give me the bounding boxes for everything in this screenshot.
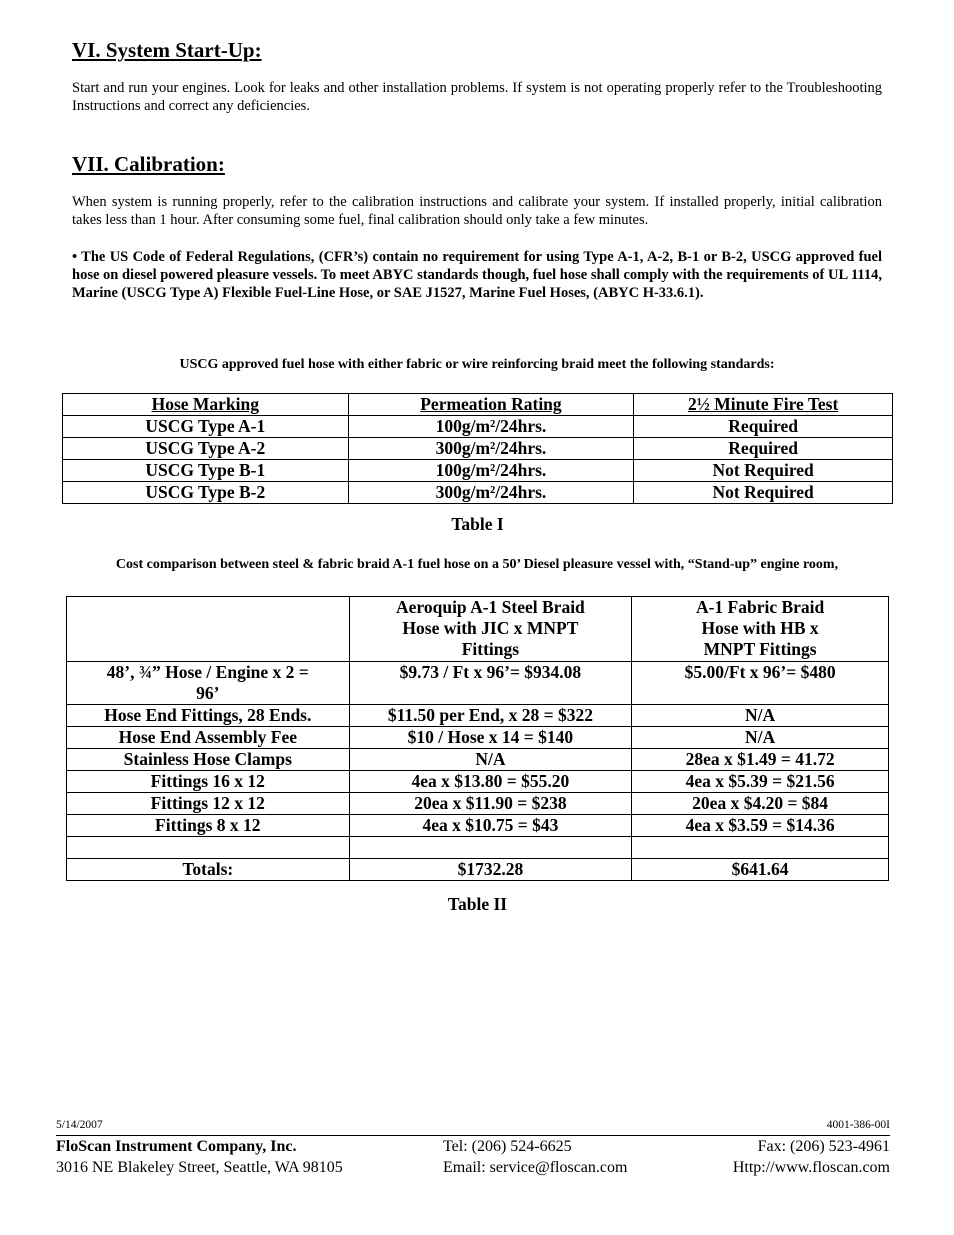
- cell: Fittings 12 x 12: [67, 793, 350, 815]
- footer-fax: Fax: (206) 523-4961: [757, 1138, 890, 1155]
- footer-tel: Tel: (206) 524-6625: [443, 1138, 572, 1155]
- table-header-row: [67, 597, 889, 662]
- header-fabric-braid: A-1 Fabric Braid Hose with HB x MNPT Fittings: [632, 597, 889, 662]
- totals-label: Totals:: [67, 859, 350, 881]
- cell: 300g/m²/24hrs.: [348, 482, 634, 504]
- cell: N/A: [349, 749, 632, 771]
- footer-date: 5/14/2007: [56, 1119, 103, 1131]
- section6-heading: VI. System Start-Up:: [72, 38, 262, 62]
- cost-comparison-table: [66, 596, 889, 881]
- table-row: [67, 727, 889, 749]
- footer-website[interactable]: Http://www.floscan.com: [732, 1159, 890, 1176]
- cell: N/A: [632, 705, 889, 727]
- cell: 20ea x $11.90 = $238: [349, 793, 632, 815]
- cell: Required: [634, 416, 893, 438]
- table2-intro: Cost comparison between steel & fabric braid A-1 fuel hose on a 50’ Diesel pleasure vessel with, “Stand-up” engine room,: [115, 557, 839, 572]
- table2-caption: Table II: [447, 894, 508, 914]
- cell: Not Required: [634, 482, 893, 504]
- footer-rule: [56, 1135, 890, 1136]
- header-steel-braid: Aeroquip A-1 Steel Braid Hose with JIC x MNPT Fittings: [349, 597, 632, 662]
- cell: [349, 837, 632, 859]
- cell: N/A: [632, 727, 889, 749]
- cell: $9.73 / Ft x 96’= $934.08: [349, 662, 632, 705]
- section7-body: When system is running properly, refer to the calibration instructions and calibrate your system. If installed properly, initial calibration takes less than 1 hour. After consuming some fuel, final calibration should only take a few minutes.: [72, 194, 882, 228]
- header-hose-marking: Hose Marking: [63, 394, 349, 416]
- table-row: [63, 438, 893, 460]
- cell: 4ea x $10.75 = $43: [349, 815, 632, 837]
- header-blank: [67, 597, 350, 662]
- cell: 48’, ¾” Hose / Engine x 2 = 96’: [67, 662, 350, 705]
- cell: Fittings 8 x 12: [67, 815, 350, 837]
- header-fire-test: 2½ Minute Fire Test: [634, 394, 893, 416]
- table-row: [67, 815, 889, 837]
- table1-intro: USCG approved fuel hose with either fabric or wire reinforcing braid meet the following standards:: [179, 357, 775, 372]
- table-row: [67, 662, 889, 705]
- table-row: [67, 793, 889, 815]
- table-row: [63, 482, 893, 504]
- cell: Required: [634, 438, 893, 460]
- cell: Fittings 16 x 12: [67, 771, 350, 793]
- cell: Hose End Fittings, 28 Ends.: [67, 705, 350, 727]
- cell: 100g/m²/24hrs.: [348, 416, 634, 438]
- table-header-row: [63, 394, 893, 416]
- header-permeation-rating: Permeation Rating: [348, 394, 634, 416]
- cell: [632, 837, 889, 859]
- footer-doc-number: 4001-386-00I: [826, 1119, 890, 1131]
- cell: Not Required: [634, 460, 893, 482]
- cell: 20ea x $4.20 = $84: [632, 793, 889, 815]
- footer-company: FloScan Instrument Company, Inc.: [56, 1138, 297, 1155]
- cfr-note: • The US Code of Federal Regulations, (CFR’s) contain no requirement for using Type A-1, A-2, B-1 or B-2, USCG approved fuel hose on diesel powered pleasure vessels. To meet ABYC standards though, fuel hose shall comply with the requirements of UL 1114, Marine (USCG Type A) Flexible Fuel-Line Hose, or SAE J1527, Marine Fuel Hoses, (ABYC H-33.6.1).: [72, 249, 882, 301]
- cell: Stainless Hose Clamps: [67, 749, 350, 771]
- table-row: [63, 460, 893, 482]
- cell: USCG Type A-2: [63, 438, 349, 460]
- cell: $10 / Hose x 14 = $140: [349, 727, 632, 749]
- cell: USCG Type B-1: [63, 460, 349, 482]
- cell: [67, 837, 350, 859]
- section7-heading: VII. Calibration:: [72, 152, 225, 176]
- cell: 300g/m²/24hrs.: [348, 438, 634, 460]
- table-row-empty: [67, 837, 889, 859]
- cell: 4ea x $5.39 = $21.56: [632, 771, 889, 793]
- cell: 28ea x $1.49 = 41.72: [632, 749, 889, 771]
- hose-standards-table: [62, 393, 893, 504]
- table-row: [67, 705, 889, 727]
- cell: USCG Type A-1: [63, 416, 349, 438]
- table-row: [67, 749, 889, 771]
- table-row-totals: [67, 859, 889, 881]
- table-row: [63, 416, 893, 438]
- cell: 4ea x $3.59 = $14.36: [632, 815, 889, 837]
- cell: USCG Type B-2: [63, 482, 349, 504]
- cell: 4ea x $13.80 = $55.20: [349, 771, 632, 793]
- section6-body: Start and run your engines. Look for leaks and other installation problems. If system is not operating properly refer to the Troubleshooting Instructions and correct any deficiencies.: [72, 80, 882, 114]
- cell: Hose End Assembly Fee: [67, 727, 350, 749]
- table-row: [67, 771, 889, 793]
- cell: $5.00/Ft x 96’= $480: [632, 662, 889, 705]
- footer-address: 3016 NE Blakeley Street, Seattle, WA 98105: [56, 1159, 343, 1176]
- cell: $11.50 per End, x 28 = $322: [349, 705, 632, 727]
- total-steel: $1732.28: [349, 859, 632, 881]
- footer-email[interactable]: Email: service@floscan.com: [443, 1159, 628, 1176]
- table1-caption: Table I: [451, 514, 504, 534]
- cell: 100g/m²/24hrs.: [348, 460, 634, 482]
- total-fabric: $641.64: [632, 859, 889, 881]
